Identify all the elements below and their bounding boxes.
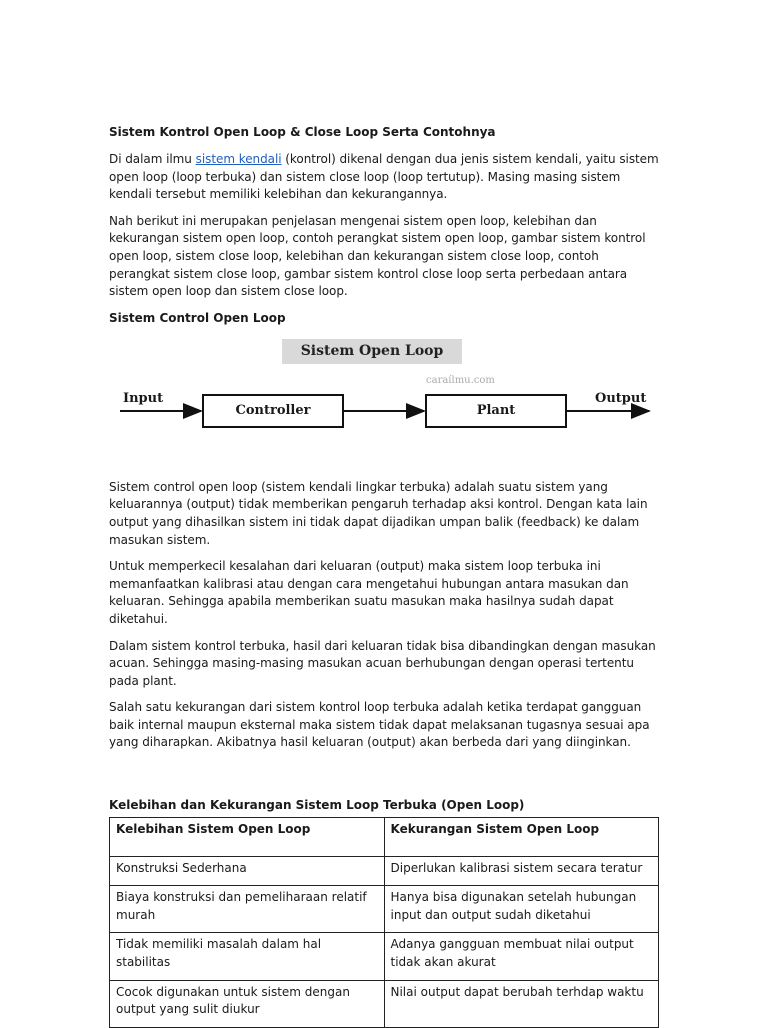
- overview-paragraph: Nah berikut ini merupakan penjelasan mengenai sistem open loop, kelebihan dan kekurangan sistem open loop, contoh perangkat sistem open loop, gambar sistem kontrol open loop, sistem close loop, kelebihan dan kekurangan sistem close loop, contoh perangkat sistem close loop, gambar sistem kontrol close loop serta perbedaan antara sistem open loop dan sistem close loop.: [109, 213, 646, 299]
- body-paragraph: Salah satu kekurangan dari sistem kontrol loop terbuka adalah ketika terdapat gangguan baik internal maupun eksternal maka sistem tidak dapat melaksanan tugasnya sesuai apa yang diharapkan. Akibatnya hasil keluaran (output) akan berbeda dari yang diinginkan.: [109, 700, 650, 750]
- table-row: [110, 886, 659, 933]
- sistem-kendali-link[interactable]: sistem kendali: [195, 152, 282, 166]
- table-header-row: [110, 818, 659, 857]
- plant-block: Plant: [425, 394, 567, 428]
- document-page: [109, 124, 661, 1028]
- table-cell: Diperlukan kalibrasi sistem secara teratur: [384, 856, 659, 886]
- intro-paragraph: [109, 151, 661, 204]
- diagram-arrows: [109, 337, 661, 469]
- diagram-watermark: caraílmu.com: [426, 374, 495, 386]
- table-cell: Biaya konstruksi dan pemeliharaan relatif murah: [110, 886, 385, 933]
- intro-text-before: Di dalam ilmu: [109, 152, 196, 166]
- intro-text-after: (kontrol) dikenal dengan dua jenis sistem kendali, yaitu sistem open loop (loop terbuka) dan sistem close loop (loop tertutup). Masing masing sistem kendali tersebut memiliki kelebihan dan kekurangannya.: [109, 152, 659, 202]
- input-label: Input: [123, 390, 164, 406]
- table-header-cell: Kelebihan Sistem Open Loop: [110, 818, 385, 857]
- diagram-title: Sistem Open Loop: [282, 339, 462, 364]
- table-cell: Nilai output dapat berubah terhdap waktu: [384, 980, 659, 1027]
- body-paragraph: Sistem control open loop (sistem kendali lingkar terbuka) adalah suatu sistem yang keluarannya (output) tidak memberikan pengaruh terhadap aksi kontrol. Dengan kata lain output yang dihasilkan sistem ini tidak dapat dijadikan umpan balik (feedback) ke dalam masukan sistem.: [109, 479, 648, 547]
- table-cell: Konstruksi Sederhana: [110, 856, 385, 886]
- table-row: [110, 980, 659, 1027]
- controller-block: Controller: [202, 394, 344, 428]
- body-paragraph: Untuk memperkecil kesalahan dari keluaran (output) maka sistem loop terbuka ini memanfaatkan kalibrasi atau dengan cara mengetahui hubungan antara masukan dan keluaran. Sehingga apabila memberikan suatu masukan maka hasilnya sudah dapat diketahui.: [109, 559, 629, 626]
- output-label: Output: [595, 390, 647, 406]
- section-heading-open-loop: Sistem Control Open Loop: [109, 310, 286, 325]
- table-row: [110, 933, 659, 980]
- spacer: [109, 761, 661, 797]
- table-header-cell: Kekurangan Sistem Open Loop: [384, 818, 659, 857]
- table-cell: Hanya bisa digunakan setelah hubungan input dan output sudah diketahui: [384, 886, 659, 933]
- table-cell: Adanya gangguan membuat nilai output tidak akan akurat: [384, 933, 659, 980]
- open-loop-diagram: [109, 337, 661, 469]
- page-title: Sistem Kontrol Open Loop & Close Loop Serta Contohnya: [109, 125, 496, 139]
- table-row: [110, 856, 659, 886]
- body-paragraph: Dalam sistem kontrol terbuka, hasil dari keluaran tidak bisa dibandingkan dengan masukan acuan. Sehingga masing-masing masukan acuan berhubungan dengan operasi tertentu pada plant.: [109, 638, 656, 688]
- comparison-table: [109, 817, 659, 1028]
- table-title: Kelebihan dan Kekurangan Sistem Loop Terbuka (Open Loop): [109, 798, 525, 813]
- table-cell: Tidak memiliki masalah dalam hal stabilitas: [110, 933, 385, 980]
- table-cell: Cocok digunakan untuk sistem dengan output yang sulit diukur: [110, 980, 385, 1027]
